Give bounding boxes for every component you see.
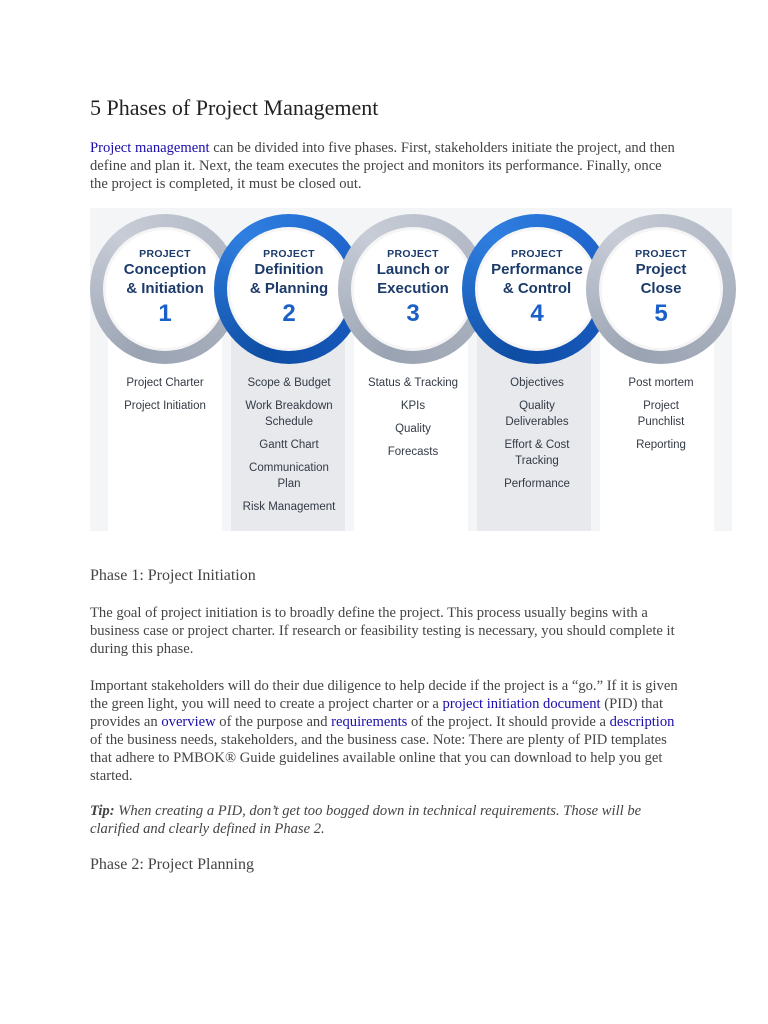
phase1-heading: Phase 1: Project Initiation <box>90 567 256 584</box>
phase-number-4: 4 <box>530 300 544 327</box>
project-management-link[interactable]: Project management <box>90 140 210 156</box>
phase-items-4 <box>475 375 599 499</box>
description-link[interactable]: description <box>609 714 675 730</box>
intro-paragraph <box>90 139 680 193</box>
phase-item: Quality <box>395 423 431 435</box>
phase-label-3: PROJECT Launch or Execution 3 <box>351 248 475 328</box>
phase1-paragraph-2: Important stakeholders will do their due diligence to help decide if the project is a “go.” If it is given the green light, you will need to create a project charter or a project initiation document (PID) that provides an overview of the purpose and requirements of the project. It should provide a description of the business needs, stakeholders, and the business case. Note: There are plenty of PID templates that adhere to PMBOK® Guide guidelines available online that you can download to help you get started. <box>90 678 678 784</box>
phase2-heading: Phase 2: Project Planning <box>90 856 254 873</box>
phase-item: Effort & Cost Tracking <box>504 439 570 467</box>
pid-link[interactable]: project initiation document <box>442 696 601 712</box>
page-title: 5 Phases of Project Management <box>90 95 379 120</box>
phases-infographic <box>90 208 732 531</box>
tip-paragraph: Tip: When creating a PID, don’t get too bogged down in technical requirements. Those will be clarified and clearly defined in Phase 2. <box>90 803 642 837</box>
phase-number-5: 5 <box>654 300 668 327</box>
phase-items-2 <box>227 375 351 522</box>
phase-item: Post mortem <box>628 377 694 389</box>
phase-label-2: PROJECT Definition & Planning 2 <box>227 248 351 328</box>
phase-item: Communication Plan <box>249 462 329 490</box>
phase-item: Quality Deliverables <box>505 400 569 428</box>
phase-number-3: 3 <box>406 300 420 327</box>
phase-items-1 <box>103 375 227 421</box>
phase-number-2: 2 <box>282 300 296 327</box>
phase-item: Objectives <box>510 377 564 389</box>
phase-items-5 <box>599 375 723 460</box>
phase-item: Gantt Chart <box>259 439 319 451</box>
phase-items-3 <box>351 375 475 467</box>
phase-number-1: 1 <box>158 300 172 327</box>
phase1-paragraph-1: The goal of project initiation is to broadly define the project. This process usually begins with a business case or project charter. If research or feasibility testing is necessary, you should complete it during this phase. <box>90 605 675 657</box>
phase-label-5: PROJECT Project Close 5 <box>599 248 723 328</box>
phase-item: Performance <box>504 478 570 490</box>
requirements-link[interactable]: requirements <box>331 714 408 730</box>
tip-label: Tip: <box>90 803 115 819</box>
phase-item: Scope & Budget <box>247 377 331 389</box>
overview-link[interactable]: overview <box>161 714 216 730</box>
phase-label-1: PROJECT Conception & Initiation 1 <box>103 248 227 328</box>
phase-item: KPIs <box>400 400 426 412</box>
phase-item: Work Breakdown Schedule <box>245 400 333 428</box>
phase-item: Reporting <box>636 439 686 451</box>
phase-item: Risk Management <box>242 501 336 513</box>
phase-item: Status & Tracking <box>367 377 459 389</box>
phase-label-4: PROJECT Performance & Control 4 <box>475 248 599 328</box>
phase-item: Forecasts <box>387 446 439 458</box>
phase-item: Project Charter <box>126 377 204 389</box>
phase-item: Project Punchlist <box>637 400 685 428</box>
intro-text: can be divided into five phases. First, stakeholders initiate the project, and then define and plan it. Next, the team executes the project and monitors its performance. Finally, once the project is completed, it must be closed out. <box>90 140 675 192</box>
phase-item: Project Initiation <box>124 400 206 412</box>
